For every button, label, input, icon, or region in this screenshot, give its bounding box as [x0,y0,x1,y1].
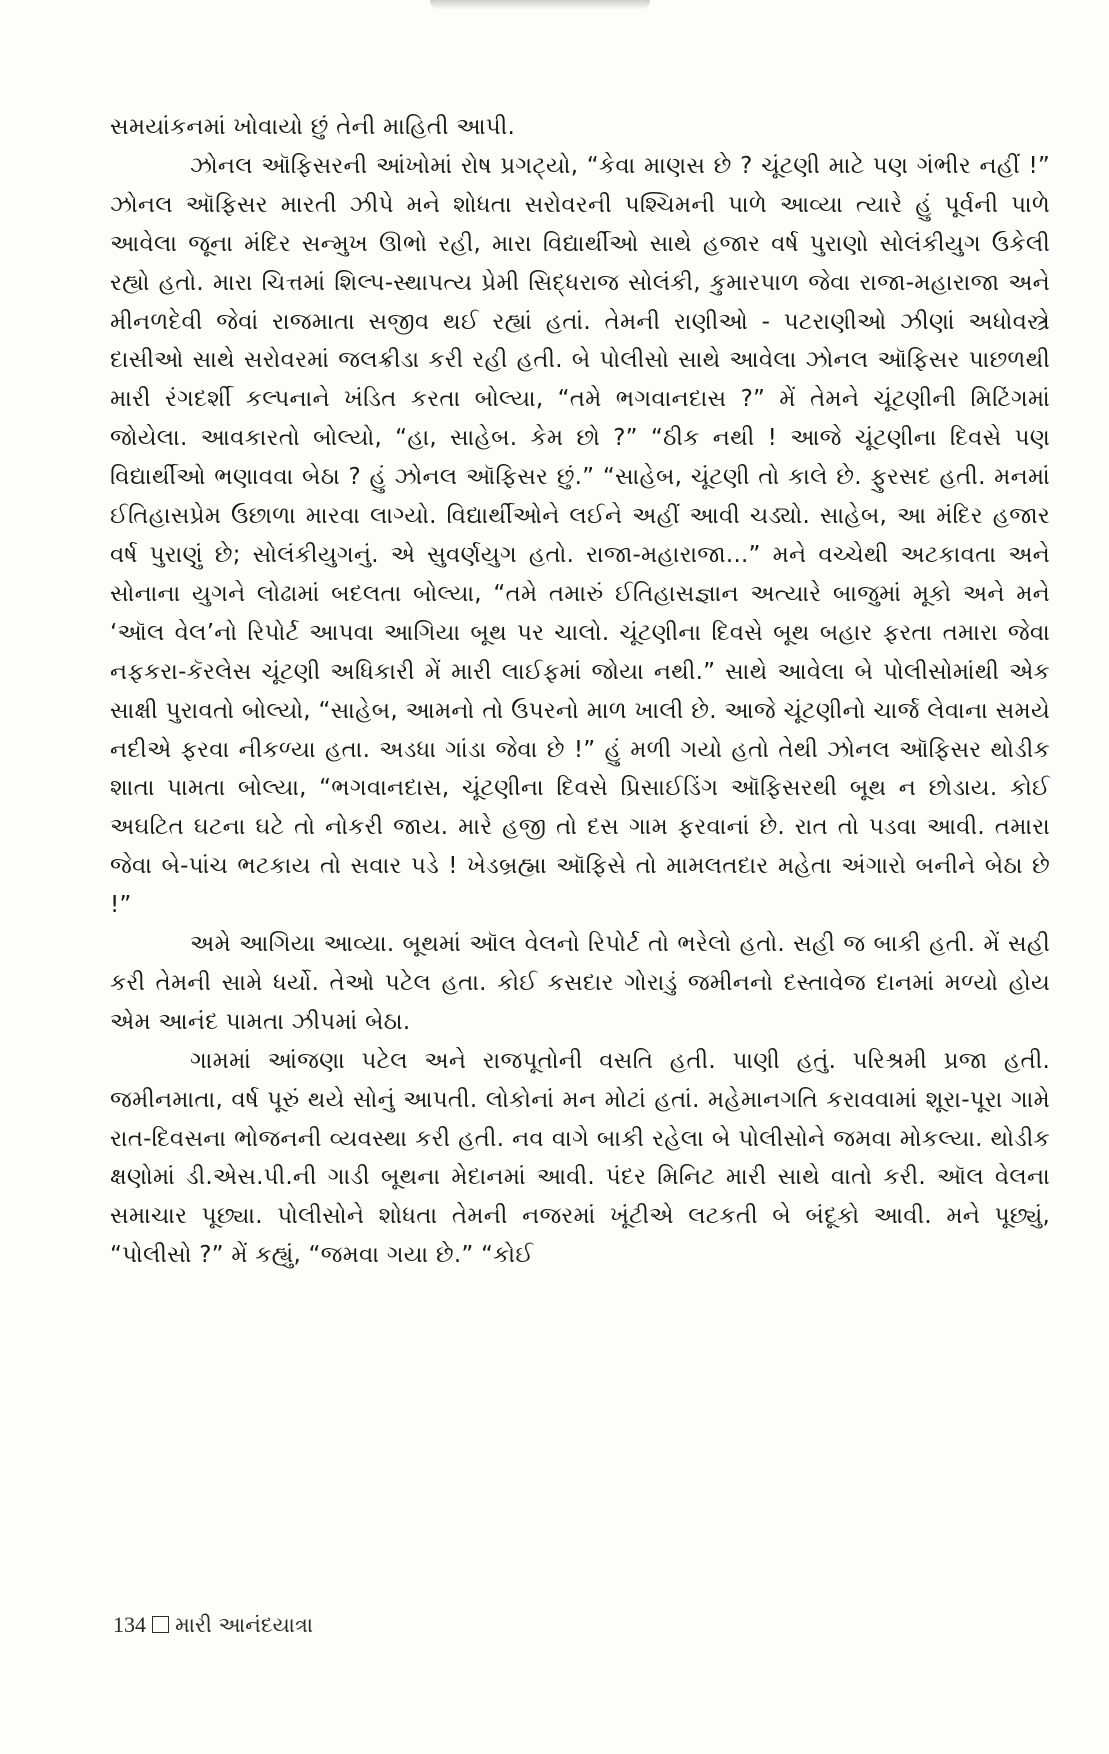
square-separator-icon [152,1616,169,1633]
paragraph-4: ગામમાં આંજણા પટેલ અને રાજપૂતોની વસતિ હતી. પાણી હતું. પરિશ્રમી પ્રજા હતી. જમીનમાતા, વર્ષ પૂરું થયે સોનું આપતી. લોકોનાં મન મોટાં હતાં. મહેમાનગતિ કરાવવામાં શૂરા-પૂરા ગામે રાત-દિવસના ભોજનની વ્યવસ્થા કરી હતી. નવ વાગે બાકી રહેલા બે પોલીસોને જમવા મોકલ્યા. થોડીક ક્ષણોમાં ડી.એસ.પી.ની ગાડી બૂથના મેદાનમાં આવી. પંદર મિનિટ મારી સાથે વાતો કરી. ઑલ વેલના સમાચાર પૂછ્યા. પોલીસોને શોધતા તેમની નજરમાં ખૂંટીએ લટકતી બે બંદૂકો આવી. મને પૂછ્યું, “પોલીસો ?” મેં કહ્યું, “જમવા ગયા છે.” “કોઈ [110,1047,1050,1269]
paragraph-2: ઝોનલ ઑફિસરની આંખોમાં રોષ પ્રગટ્યો, “કેવા માણસ છે ? ચૂંટણી માટે પણ ગંભીર નહીં !” ઝોનલ ઑફિસર મારતી ઝીપે મને શોધતા સરોવરની પશ્ચિમની પાળે આવ્યા ત્યારે હું પૂર્વની પાળે આવેલા જૂના મંદિર સન્મુખ ઊભો રહી, મારા વિદ્યાર્થીઓ સાથે હજાર વર્ષ પુરાણો સોલંકીયુગ ઉકેલી રહ્યો હતો. મારા ચિત્તમાં શિલ્પ-સ્થાપત્ય પ્રેમી સિદ્ધરાજ સોલંકી, કુમારપાળ જેવા રાજા-મહારાજા અને મીનળદેવી જેવાં રાજમાતા સજીવ થઈ રહ્યાં હતાં. તેમની રાણીઓ - પટરાણીઓ ઝીણાં અધોવસ્ત્રે દાસીઓ સાથે સરોવરમાં જલક્રીડા કરી રહી હતી. બે પોલીસો સાથે આવેલા ઝોનલ ઑફિસર પાછળથી મારી રંગદર્શી કલ્પનાને ખંડિત કરતા બોલ્યા, “તમે ભગવાનદાસ ?” મેં તેમને ચૂંટણીની મિટિંગમાં જોયેલા. આવકારતો બોલ્યો, “હા, સાહેબ. કેમ છો ?” “ઠીક નથી ! આજે ચૂંટણીના દિવસે પણ વિદ્યાર્થીઓ ભણાવવા બેઠા ? હું ઝોનલ ઑફિસર છું.” “સાહેબ, ચૂંટણી તો કાલે છે. ફુરસદ હતી. મનમાં ઈતિહાસપ્રેમ ઉછાળા મારવા લાગ્યો. વિદ્યાર્થીઓને લઈને અહીં આવી ચડ્યો. સાહેબ, આ મંદિર હજાર વર્ષ પુરાણું છે; સોલંકીયુગનું. એ સુવર્ણયુગ હતો. રાજા-મહારાજા...” મને વચ્ચેથી અટકાવતા અને સોનાના યુગને લોઢામાં બદલતા બોલ્યા, “તમે તમારું ઈતિહાસજ્ઞાન અત્યારે બાજુમાં મૂકો અને મને ‘ઑલ વેલ’નો રિપોર્ટ આપવા આગિયા બૂથ પર ચાલો. ચૂંટણીના દિવસે બૂથ બહાર ફરતા તમારા જેવા નફકરા-કૅરલેસ ચૂંટણી અધિકારી મેં મારી લાઈફમાં જોયા નથી.” સાથે આવેલા બે પોલીસોમાંથી એક સાક્ષી પુરાવતો બોલ્યો, “સાહેબ, આમનો તો ઉપરનો માળ ખાલી છે. આજે ચૂંટણીનો ચાર્જ લેવાના સમયે નદીએ ફરવા નીકળ્યા હતા. અડધા ગાંડા જેવા છે !” હું મળી ગયો હતો તેથી ઝોનલ ઑફિસર થોડીક શાતા પામતા બોલ્યા, “ભગવાનદાસ, ચૂંટણીના દિવસે પ્રિસાઈડિંગ ઑફિસરથી બૂથ ન છોડાય. કોઈ અઘટિત ઘટના ઘટે તો નોકરી જાય. મારે હજી તો દસ ગામ ફરવાનાં છે. રાત તો પડવા આવી. તમારા જેવા બે-પાંચ ભટકાય તો સવાર પડે ! ખેડબ્રહ્મા ઑફિસે તો મામલતદાર મહેતા અંગારો બનીને બેઠા છે !” [110,152,1050,919]
paragraph-3: અમે આગિયા આવ્યા. બૂથમાં ઑલ વેલનો રિપોર્ટ તો ભરેલો હતો. સહી જ બાકી હતી. મેં સહી કરી તેમની સામે ધર્યો. તેઓ પટેલ હતા. કોઈ કસદાર ગોરાડું જમીનનો દસ્તાવેજ દાનમાં મળ્યો હોય એમ આનંદ પામતા ઝીપમાં બેઠા. [110,931,1050,1035]
page-number: 134 [113,1612,146,1637]
page-footer [113,1610,313,1640]
book-title: મારી આનંદયાત્રા [175,1613,314,1637]
paragraph-1: સમયાંકનમાં ખોવાયો છું તેની માહિતી આપી. [110,114,516,140]
body-text [110,108,1050,1275]
scan-shadow [430,0,650,10]
